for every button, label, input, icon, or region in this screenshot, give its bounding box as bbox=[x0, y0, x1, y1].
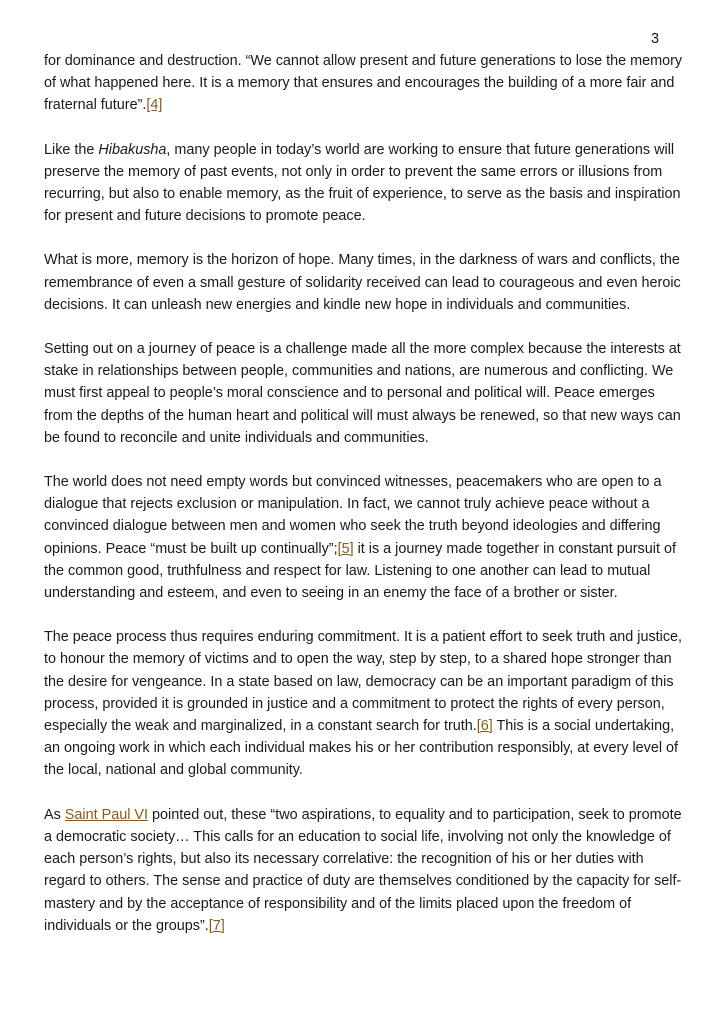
paragraph: As Saint Paul VI pointed out, these “two aspirations, to equality and to participation, seek to promote a democratic society… This calls for an education to social life, involving not only the knowledge of each person’s rights, but also its necessary correlative: the recognition of his or her duties with regard to others. The sense and practice of duty are themselves conditioned by the capacity for self-mastery and by the acceptance of responsibility and of the limits placed upon the freedom of individuals or the groups”.[7] bbox=[44, 806, 682, 934]
footnote-link-7[interactable]: [7] bbox=[208, 917, 225, 934]
paragraph: Setting out on a journey of peace is a challenge made all the more complex because the interests at stake in relationships between people, communities and nations, are numerous and conflicting. We must first appeal to people’s moral conscience and to personal and political will. Peace emerges from the depths of the human heart and political will must always be renewed, so that new ways can be found to reconcile and unite individuals and communities. bbox=[44, 341, 681, 446]
paragraph: What is more, memory is the horizon of hope. Many times, in the darkness of wars and conflicts, the remembrance of even a small gesture of solidarity received can lead to courageous and even heroic decisions. It can unleash new energies and kindle new hope in individuals and communities. bbox=[44, 252, 681, 313]
document-body bbox=[44, 50, 684, 937]
saint-paul-vi-link[interactable]: Saint Paul VI bbox=[64, 806, 148, 823]
paragraph: Like the Hibakusha, many people in today’s world are working to ensure that future generations will preserve the memory of past events, not only in order to prevent the same errors or illusions from recurring, but also to enable memory, as the fruit of experience, to serve as the basis and inspiration for present and future decisions to promote peace. bbox=[44, 141, 681, 225]
page-number: 3 bbox=[651, 31, 660, 47]
paragraph: The world does not need empty words but convinced witnesses, peacemakers who are open to a dialogue that rejects exclusion or manipulation. In fact, we cannot truly achieve peace without a convinced dialogue between men and women who seek the truth beyond ideologies and differing opinions. Peace “must be built up continually”;[5] it is a journey made together in constant pursuit of the common good, truthfulness and respect for law. Listening to one another can lead to mutual understanding and esteem, and even to seeing in an enemy the face of a brother or sister. bbox=[44, 474, 676, 602]
footnote-link-4[interactable]: [4] bbox=[146, 97, 163, 114]
footnote-link-5[interactable]: [5] bbox=[337, 540, 354, 557]
footnote-link-6[interactable]: [6] bbox=[476, 718, 493, 735]
paragraph: for dominance and destruction. “We cannot allow present and future generations to lose the memory of what happened here. It is a memory that ensures and encourages the building of a more fair and fraternal future”.[4] bbox=[44, 53, 683, 114]
paragraph: The peace process thus requires enduring commitment. It is a patient effort to seek truth and justice, to honour the memory of victims and to open the way, step by step, to a shared hope stronger than the desire for vengeance. In a state based on law, democracy can be an important paradigm of this process, provided it is grounded in justice and a commitment to protect the rights of every person, especially the weak and marginalized, in a constant search for truth.[6] This is a social undertaking, an ongoing work in which each individual makes his or her contribution responsibly, at every level of the local, national and global community. bbox=[44, 629, 683, 779]
italic-term: Hibakusha bbox=[98, 141, 167, 158]
